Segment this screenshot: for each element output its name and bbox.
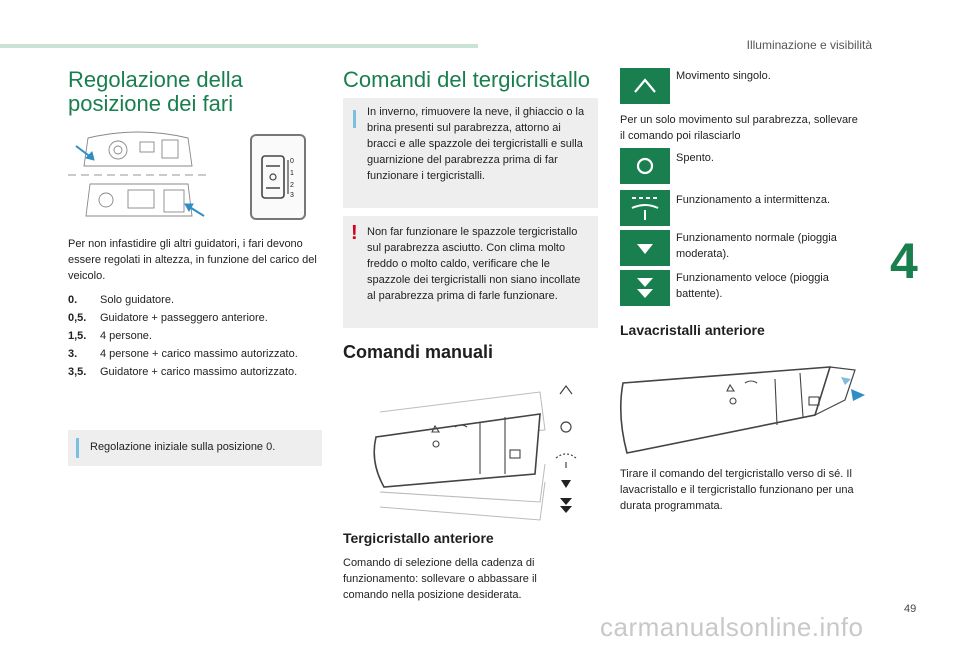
headlamp-adjust-switch — [250, 134, 306, 220]
switch-label-1: 1 — [290, 170, 294, 177]
front-wiper-title: Tergicristallo anteriore — [343, 530, 494, 546]
wiper-title: Comandi del tergicristallo — [343, 67, 590, 92]
title-line-1: Regolazione della — [68, 67, 243, 92]
single-wipe-label: Movimento singolo. — [676, 70, 771, 82]
position-text: 4 persone. — [100, 330, 152, 342]
position-text: Solo guidatore. — [100, 294, 174, 306]
info-text: In inverno, rimuovere la neve, il ghiaccio o la brina presenti sul parabrezza, attorno ai bracci e alle spazzole dei tergicristalli e sulla guarnizione del parabrezza prima di far funzionare i tergicristalli. — [367, 106, 585, 182]
note-box — [68, 430, 322, 466]
normal-speed-label: Funzionamento normale (pioggia moderata). — [676, 232, 837, 260]
chapter-number: 4 — [890, 233, 918, 289]
manual-controls-title: Comandi manuali — [343, 342, 494, 362]
position-key: 3. — [68, 348, 78, 360]
position-text: Guidatore + passeggero anteriore. — [100, 312, 268, 324]
single-wipe-icon — [620, 68, 670, 104]
position-key: 1,5. — [68, 330, 87, 342]
list-item — [68, 364, 328, 380]
position-key: 0. — [68, 294, 78, 306]
off-label: Spento. — [676, 152, 714, 164]
intermittent-label: Funzionamento a intermittenza. — [676, 194, 831, 206]
fast-speed-icon — [620, 270, 670, 306]
off-icon — [620, 148, 670, 184]
warning-icon: ! — [351, 222, 358, 244]
normal-speed-icon — [620, 230, 670, 266]
intermittent-icon — [620, 190, 670, 226]
washer-stalk-illustration — [615, 355, 865, 460]
headlamp-title — [68, 68, 243, 116]
section-title: Illuminazione e visibilità — [746, 38, 872, 52]
info-icon — [353, 110, 356, 128]
list-item — [68, 310, 328, 326]
headlamp-intro: Per non infastidire gli altri guidatori, i fari devono essere regolati in altezza, in funzione del carico del veicolo. — [68, 238, 317, 282]
front-wiper-text: Comando di selezione della cadenza di funzionamento: sollevare o abbassare il comando nella posizione desiderata. — [343, 557, 537, 601]
wiper-stalk-illustration — [340, 382, 590, 522]
title-line-2: posizione dei fari — [68, 91, 234, 116]
info-icon — [76, 438, 79, 458]
warning-box — [343, 216, 598, 328]
header-rule — [0, 44, 478, 48]
position-key: 0,5. — [68, 312, 87, 324]
switch-label-2: 2 — [290, 182, 294, 189]
warning-text: Non far funzionare le spazzole tergicristallo sul parabrezza asciutto. Con clima molto freddo o molto caldo, verificare che le spazzole dei tergicristalli non siano incollate al parabrezza prima di farle funzionare. — [367, 226, 581, 302]
dashboard-illustration — [68, 128, 208, 223]
watermark: carmanualsonline.info — [600, 612, 864, 642]
position-text: Guidatore + carico massimo autorizzato. — [100, 366, 298, 378]
info-box — [343, 98, 598, 208]
load-position-list — [68, 292, 328, 380]
washer-title: Lavacristalli anteriore — [620, 322, 765, 338]
washer-text: Tirare il comando del tergicristallo verso di sé. Il lavacristallo e il tergicristallo funzionano per una durata programmata. — [620, 468, 854, 512]
position-key: 3,5. — [68, 366, 87, 378]
single-wipe-text: Per un solo movimento sul parabrezza, sollevare il comando poi rilasciarlo — [620, 114, 858, 142]
switch-label-3: 3 — [290, 192, 294, 199]
list-item — [68, 292, 328, 308]
list-item — [68, 328, 328, 344]
list-item — [68, 346, 328, 362]
switch-label-0: 0 — [290, 158, 294, 165]
page-number: 49 — [904, 603, 917, 615]
fast-speed-label: Funzionamento veloce (pioggia battente). — [676, 272, 829, 300]
position-text: 4 persone + carico massimo autorizzato. — [100, 348, 298, 360]
note-text: Regolazione iniziale sulla posizione 0. — [90, 441, 276, 453]
